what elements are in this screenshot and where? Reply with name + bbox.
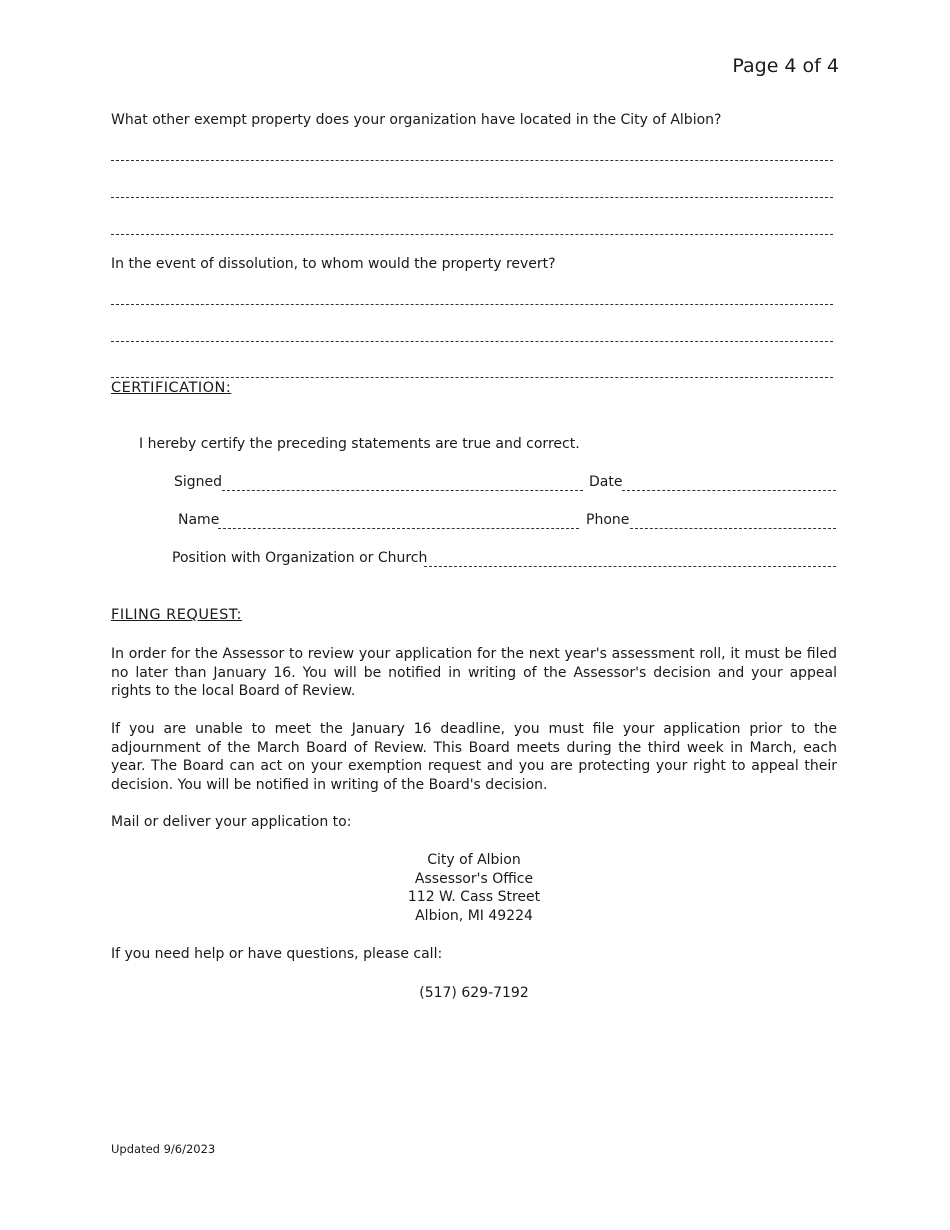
filing-request-heading: FILING REQUEST: — [111, 607, 242, 623]
signature-field[interactable] — [222, 490, 583, 491]
answer-line-1[interactable] — [111, 160, 833, 161]
name-label: Name — [178, 512, 220, 528]
certification-statement: I hereby certify the preceding statements are true and correct. — [139, 436, 580, 452]
date-field[interactable] — [622, 490, 836, 491]
updated-date: Updated 9/6/2023 — [111, 1142, 216, 1156]
signed-label: Signed — [174, 474, 223, 490]
answer-line-6[interactable] — [111, 377, 833, 378]
address-line: 112 W. Cass Street — [407, 889, 541, 905]
answer-line-4[interactable] — [111, 304, 833, 305]
certification-heading: CERTIFICATION: — [111, 380, 232, 396]
question-exempt-property: What other exempt property does your organization have located in the City of Albion? — [111, 112, 722, 128]
help-intro: If you need help or have questions, please call: — [111, 946, 443, 962]
address-line: City of Albion — [427, 852, 521, 868]
contact-phone: (517) 629-7192 — [419, 985, 529, 1001]
answer-line-2[interactable] — [111, 197, 833, 198]
phone-label: Phone — [586, 512, 630, 528]
phone-field[interactable] — [630, 528, 836, 529]
filing-paragraph-2: If you are unable to meet the January 16 deadline, you must file your application prior to the adjournment of the March Board of Review. This Board meets during the third week in March, each year. The Board can act on your exemption request and you are protecting your right to appeal their decision. You will be notified in writing of the Board's decision. — [111, 721, 837, 793]
address-line: Albion, MI 49224 — [415, 907, 533, 924]
answer-line-5[interactable] — [111, 341, 833, 342]
name-field[interactable] — [218, 528, 579, 529]
date-label: Date — [589, 474, 623, 490]
mailing-address — [111, 851, 837, 925]
answer-line-3[interactable] — [111, 234, 833, 235]
mail-intro: Mail or deliver your application to: — [111, 814, 352, 830]
filing-paragraph-1: In order for the Assessor to review your application for the next year's assessment roll, it must be filed no later than January 16. You will be notified in writing of the Assessor's decision and your appeal rights to the local Board of Review. — [111, 646, 837, 699]
page-number: Page 4 of 4 — [732, 55, 839, 77]
address-line: Assessor's Office — [414, 870, 534, 887]
question-dissolution: In the event of dissolution, to whom would the property revert? — [111, 256, 556, 272]
position-field[interactable] — [424, 566, 836, 567]
position-label: Position with Organization or Church — [172, 550, 428, 566]
